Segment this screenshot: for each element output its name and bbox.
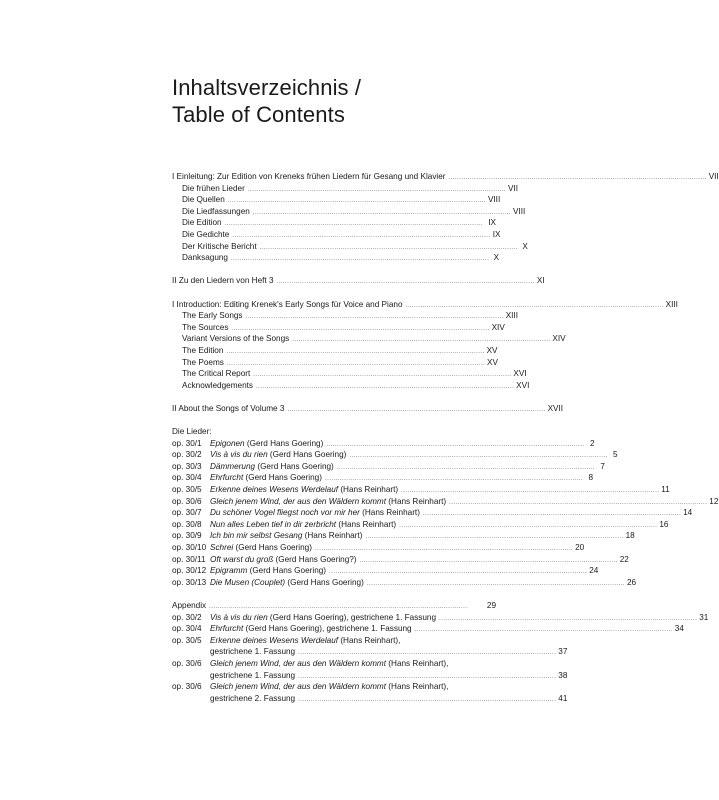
opus-number: op. 30/6 (172, 496, 202, 506)
opus-number: op. 30/7 (172, 508, 202, 518)
english-toc-entry[interactable]: The Poems . . . XV (172, 357, 496, 369)
song-poet: (Hans Reinhart) (302, 531, 363, 541)
opus-number: op. 30/4 (172, 473, 202, 483)
song-poet: (Hans Reinhart) (338, 485, 399, 495)
opus-number: op. 30/10 (172, 543, 207, 552)
opus-number: op. 30/1 (172, 438, 202, 448)
page-number: 2 (589, 438, 595, 448)
german-toc-entry[interactable]: Die Gedichte . . . IX (172, 229, 496, 241)
english-toc-entry[interactable]: The Edition . . . XV (172, 345, 496, 357)
song-title: Epigonen (210, 438, 245, 448)
toc-entry-zu-den-liedern[interactable]: II Zu den Liedern von Heft 3 . . . XI (172, 275, 496, 287)
appendix-entry-continuation[interactable] (172, 693, 568, 705)
song-entry[interactable] (172, 530, 635, 542)
version-note: gestrichene 1. Fassung (210, 647, 296, 657)
opus-number: op. 30/5 (172, 485, 202, 495)
page-number: 20 (575, 543, 585, 552)
song-title: Erkenne deines Wesens Werdelauf (210, 485, 339, 495)
version-note: gestrichene 2. Fassung (210, 693, 296, 703)
song-poet: (Gerd Hans Goering) (267, 450, 347, 460)
opus-number: op. 30/12 (172, 566, 207, 576)
appendix-entry-continuation[interactable] (172, 670, 568, 682)
page-number: 16 (659, 519, 669, 529)
song-poet: (Hans Reinhart), (338, 635, 401, 645)
page-number: 8 (588, 473, 594, 483)
opus-number: op. 30/6 (172, 682, 202, 692)
page-number: 26 (626, 577, 637, 587)
song-entry[interactable] (172, 438, 595, 450)
song-poet: (Gerd Hans Goering), gestrichene 1. Fassung (267, 612, 437, 622)
song-poet: (Gerd Hans Goering) (233, 543, 312, 552)
opus-number: op. 30/9 (172, 531, 202, 541)
page-number: 31 (699, 612, 709, 622)
page-number: 7 (600, 461, 605, 471)
toc-entry-introduction[interactable]: I Introduction: Editing Krenek's Early Songs für Voice and Piano . . . XIII (172, 299, 496, 311)
opus-number: op. 30/13 (172, 577, 207, 587)
english-toc-entry[interactable]: Acknowledgements . . . XVI (172, 380, 496, 392)
song-poet: (Hans Reinhart) (359, 508, 420, 518)
song-entry[interactable] (172, 577, 637, 589)
page-number: 37 (558, 647, 568, 657)
page-number: 18 (625, 531, 635, 541)
page-number: 24 (589, 566, 599, 576)
song-entry[interactable] (172, 507, 693, 519)
song-title: Du schöner Vogel fliegst noch vor mir her (210, 508, 360, 518)
song-poet: (Gerd Hans Goering) (285, 577, 364, 587)
page-number: 12 (709, 496, 719, 506)
page-number: 34 (674, 624, 684, 634)
song-poet: (Gerd Hans Goering?) (273, 554, 357, 564)
german-toc-entry[interactable]: Der Kritische Bericht . . . X (172, 241, 496, 253)
song-title: Vis à vis du rien (210, 450, 268, 460)
song-entry[interactable] (172, 519, 669, 531)
song-poet: (Hans Reinhart) (336, 519, 397, 529)
song-entry[interactable] (172, 542, 585, 554)
german-toc-entry[interactable]: Die Edition . . . IX (172, 217, 496, 229)
title-line-german: Inhaltsverzeichnis / (172, 75, 362, 100)
german-toc-entry[interactable]: Die frühen Lieder . . . VII (172, 183, 496, 195)
song-title: Gleich jenem Wind, der aus den Wäldern kommt (210, 682, 387, 692)
opus-number: op. 30/6 (172, 658, 202, 668)
song-title: Die Musen (Couplet) (210, 577, 286, 587)
song-title: Dämmerung (210, 461, 256, 471)
songs-heading: Die Lieder: (172, 427, 212, 437)
song-title: Nun alles Leben tief in dir zerbricht (210, 519, 337, 529)
english-toc-entry[interactable]: The Early Songs . . . XIII (172, 310, 496, 322)
song-title: Schrei (210, 543, 234, 552)
appendix-entry[interactable] (172, 623, 684, 635)
toc-entry-einleitung[interactable]: I Einleitung: Zur Edition von Kreneks frühen Liedern für Gesang und Klavier . . . VII (172, 171, 496, 183)
song-title: Gleich jenem Wind, der aus den Wäldern kommt (210, 496, 387, 506)
page-number: 22 (619, 554, 629, 564)
song-title: Epigramm (210, 566, 248, 576)
song-poet: (Hans Reinhart), (386, 682, 449, 692)
song-entry[interactable] (172, 484, 670, 496)
opus-number: op. 30/11 (172, 554, 206, 564)
page-number: 5 (612, 450, 618, 460)
page-number: 38 (558, 670, 568, 680)
appendix-entry[interactable] (172, 681, 496, 693)
song-title: Erkenne deines Wesens Werdelauf (210, 635, 339, 645)
opus-number: op. 30/8 (172, 519, 202, 529)
appendix-entry-continuation[interactable] (172, 646, 568, 658)
song-entry[interactable] (172, 449, 618, 461)
opus-number: op. 30/2 (172, 450, 202, 460)
english-toc-entry[interactable]: The Sources . . . XIV (172, 322, 496, 334)
song-title: Ich bin mir selbst Gesang (210, 531, 303, 541)
german-toc-entry[interactable]: Danksagung . . . X (172, 252, 496, 264)
opus-number: op. 30/4 (172, 624, 202, 634)
song-poet: (Gerd Hans Goering) (255, 461, 334, 471)
page-title (172, 74, 361, 128)
opus-number: op. 30/3 (172, 461, 202, 471)
song-title: Oft warst du groß (210, 554, 274, 564)
page-number: 41 (558, 693, 568, 703)
song-poet: (Gerd Hans Goering) (244, 438, 324, 448)
german-toc-entry[interactable]: Die Liedfassungen . . . VIII (172, 206, 496, 218)
song-entry[interactable] (172, 472, 594, 484)
table-of-contents (172, 171, 719, 704)
page-number: 14 (683, 508, 693, 518)
song-poet: (Hans Reinhart), (386, 658, 449, 668)
song-entry[interactable] (172, 565, 599, 577)
song-poet: (Gerd Hans Goering), gestrichene 1. Fassung (243, 624, 412, 634)
song-title: Ehrfurcht (210, 473, 244, 483)
song-title: Vis à vis du rien (210, 612, 268, 622)
song-poet: (Gerd Hans Goering) (243, 473, 322, 483)
appendix-entry[interactable] (172, 658, 496, 670)
english-toc-entry[interactable]: Variant Versions of the Songs . . . XIV (172, 333, 496, 345)
song-entry[interactable] (172, 554, 629, 566)
version-note: gestrichene 1. Fassung (210, 670, 296, 680)
page-number: 11 (661, 485, 670, 495)
german-toc-entry[interactable]: Die Quellen . . . VIII (172, 194, 496, 206)
song-title: Ehrfurcht (210, 624, 244, 634)
song-entry[interactable] (172, 461, 605, 473)
toc-entry-about-the-songs[interactable]: II About the Songs of Volume 3 . . . XVII (172, 403, 496, 415)
appendix-entry[interactable] (172, 612, 709, 624)
song-poet: (Hans Reinhart) (386, 496, 447, 506)
opus-number: op. 30/2 (172, 612, 202, 622)
song-poet: (Gerd Hans Goering) (247, 566, 327, 576)
toc-entry-appendix[interactable]: Appendix . . . 29 (172, 600, 496, 612)
song-title: Gleich jenem Wind, der aus den Wäldern kommt (210, 658, 387, 668)
opus-number: op. 30/5 (172, 635, 202, 645)
title-line-english: Table of Contents (172, 102, 345, 127)
english-toc-entry[interactable]: The Critical Report . . . XVI (172, 368, 496, 380)
